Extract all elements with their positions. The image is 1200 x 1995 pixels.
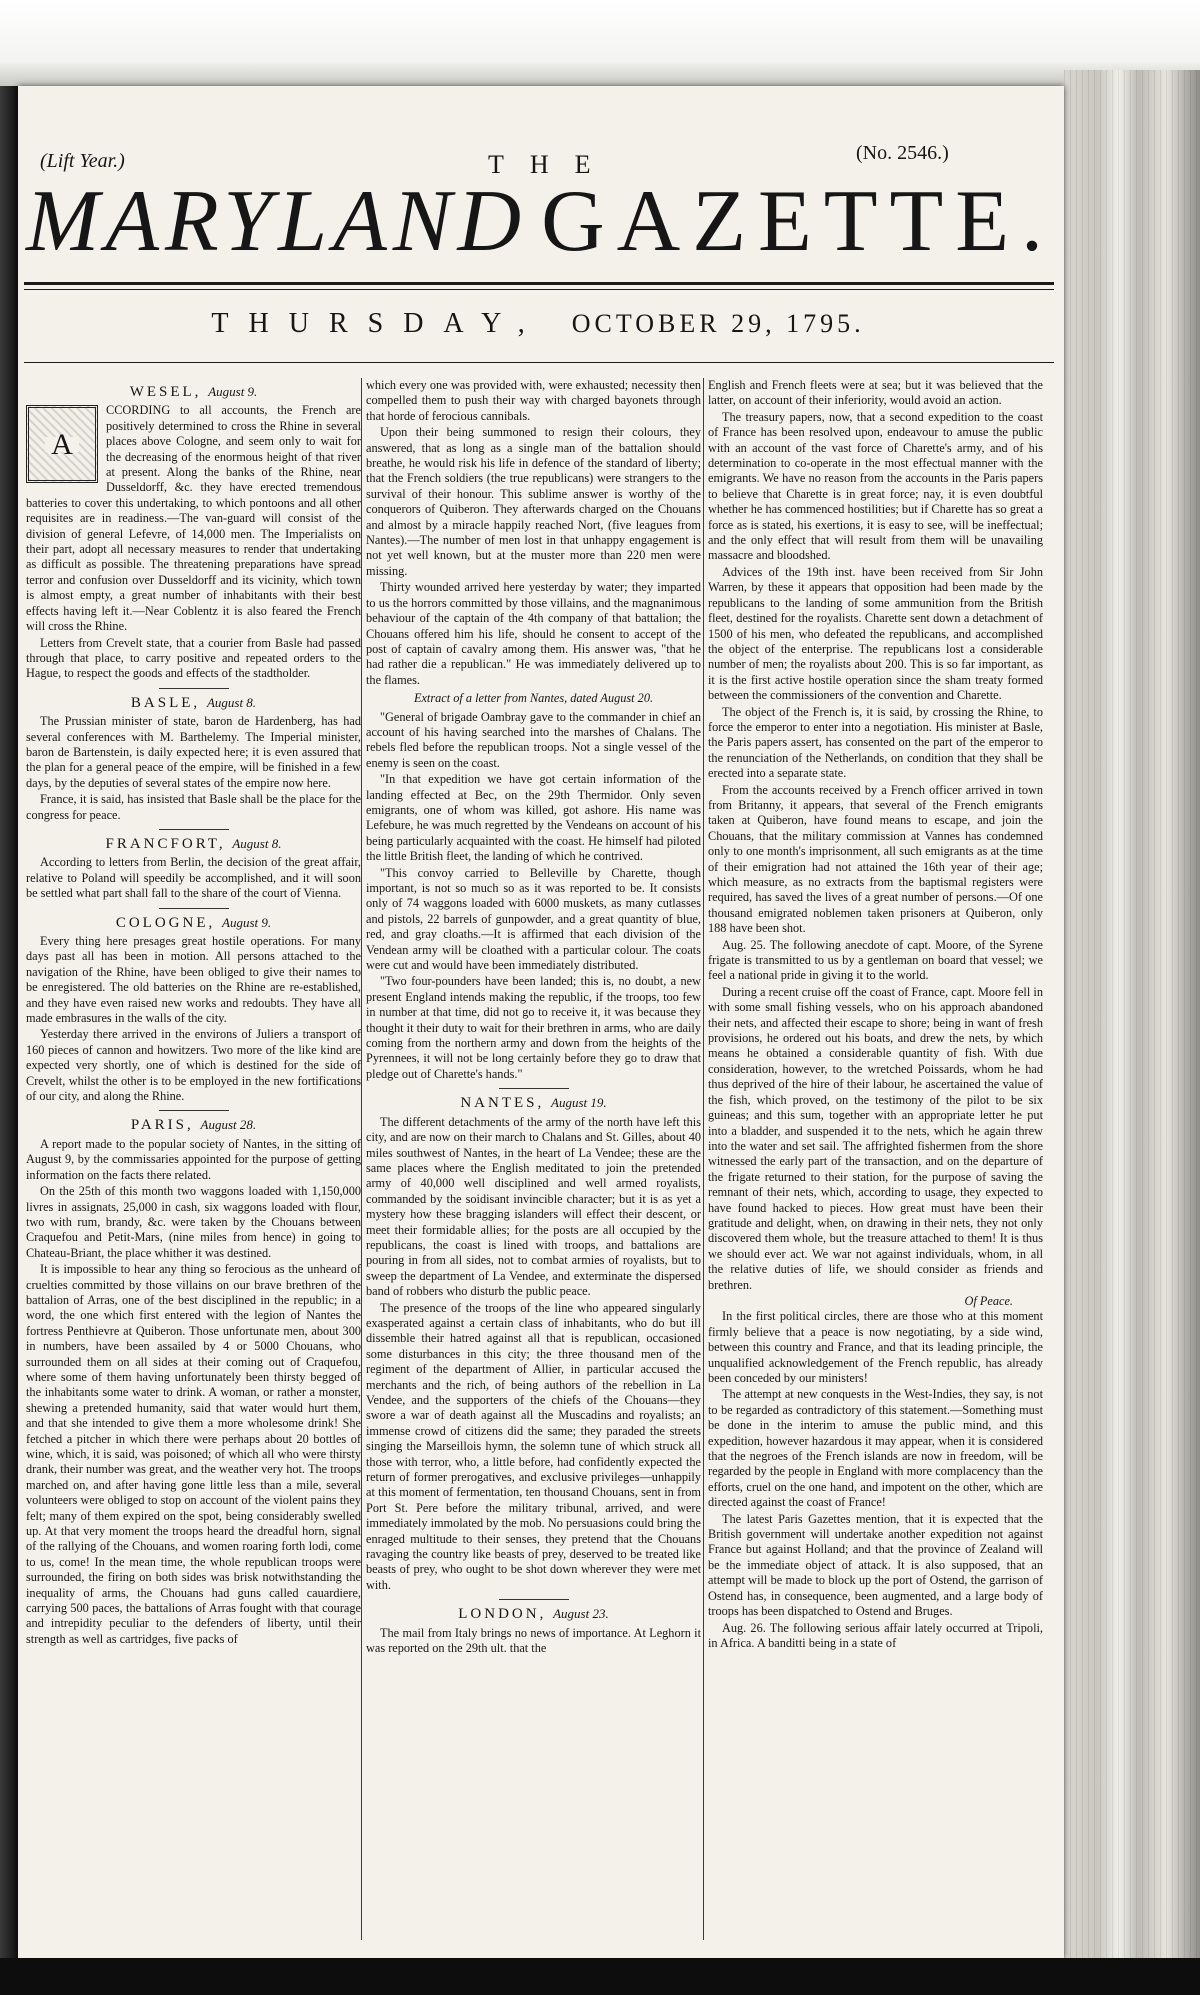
page-top-edge [0,0,1200,86]
newspaper-page [18,86,1064,1958]
article-paragraph: The object of the French is, it is said, by crossing the Rhine, to force the emperor to enter into a negotiation. His minister at Basle, the Paris papers assert, has consented on the part of the emperor to the renunciation of the Netherlands, on condition that they shall be erected into a separate state. [708,704,1043,781]
masthead-rule-thick [24,282,1054,285]
article-paragraph: The different detachments of the army of the north have left this city, and are now on their march to Chalans and St. Gilles, about 40 miles southwest of Nantes, in the heart of La Vendee; these are the same places where the English meditated to join the pretended army of 40,000 well disciplined and well armed royalists, commanded by the soidisant invincible character; but it is as yet a mystery how these bragging islanders will effect their descent, or meet their formidable allies; for the posts are all occupied by the republicans, the coast is lined with troops, and battalions are pouring in from all sides, not to combat armies of royalists, but to sweep the department of La Vendee, and exterminate the dispersed band of robbers who disturb the public peace. [366,1114,701,1299]
article-paragraph: In the first political circles, there are those who at this moment firmly believe that a peace is now negotiating, by a side wind, between this country and France, and that its leading principle, the unqualified acknowledgement of the French republic, has already been conceded by our ministers! [708,1309,1043,1385]
article-paragraph: "This convoy carried to Belleville by Charette, though important, is not so much so as it was reported to be. It consists only of 74 waggons loaded with 6000 muskets, as many cutlasses and pistols, 22 barrels of gunpowder, and a great quantity of blue, red, and gray cloaths.—It is affirmed that each division of the Vendean army will be cloathed with a particular colour. The coats were cut and would have been immediately distributed. [366,865,701,973]
article-paragraph: Letters from Crevelt state, that a courier from Basle had passed through that place, to carry positive and repeated orders to the Hague, to respect the goods and effects of the stadtholder. [26,635,361,681]
year-label: (Lift Year.) [40,150,125,172]
article-paragraph: The treasury papers, now, that a second expedition to the coast of France has been resolved upon, endeavour to amuse the public with an account of the vast force of Charette's army, and of his determination to co-operate in the most effectual manner with the emigrants. We have no reason from the accounts in the Paris papers to believe that Charette is in great force; nay, it is even doubtful whether he has commenced hostilities; but if Charette has so great a force as is stated, his exertions, it is easy to see, will be ineffectual; and the only effect that will result from them will be unavailing massacre and bloodshed. [708,409,1043,563]
section-separator [159,829,229,830]
dateline [18,308,1058,340]
the-word: THE [488,150,617,179]
article-paragraph: Thirty wounded arrived here yesterday by water; they imparted to us the horrors committed by those villains, and the magnanimous behaviour of the captain of the 4th company of that battalion; the Chouans offered him his life, should he consent to accept of the post of captain of cavalry among them. His answer was, "that he had rather die a republican." He was immediately delivered up to the flames. [366,580,701,687]
section-separator [499,1599,569,1600]
section-heading-basle: BASLE, August 8. [130,694,257,711]
column-divider-1 [361,378,362,1940]
article-paragraph: During a recent cruise off the coast of France, capt. Moore fell in with some small fishing vessels, who on his approach abandoned their nets, and affected their escape to shore; being in want of fresh provisions, he ordered out his boats, and drew the nets, by which means he obtained a considerable quantity of fish. With due consideration, however, to the wretched Poissards, whom he had thus deprived of the hire of their labour, he ascertained the value of the fish, which proved, on the testimony of the pilot to be six guineas; and this sum, together with an appropriate letter he put into a bladder, and suspended it to the nets, which he again threw into the water and set sail. The affrighted fishermen from the shore witnessed the early part of the transaction, and on the departure of the frigate returned to their station, for the purpose of saving the remnant of their nets, which, according to usage, they expected to have found hacked to pieces. How great must have been their gratitude and delight, when, on drawing in their nets, they not only discovered them whole, but the treasure attached to them! It is thus we should ever act. We war not against individuals, whom, in all the relative duties of life, we should consider as friends and brethren. [708,984,1043,1292]
article-paragraph: The latest Paris Gazettes mention, that it is expected that the British government will undertake another expedition not against France but against Holland; and that the province of Zealand will be the immediate object of attack. It is also supposed, that an attempt will be made to block up the port of Ostend, the garrison of Ostend has, in consequence, been augmented, and a large body of troops has been dispatched to Ostend and Bruges. [708,1511,1043,1619]
article-paragraph: English and French fleets were at sea; but it was believed that the latter, on account of their inferiority, would avoid an action. [708,378,1043,408]
section-heading-paris: PARIS, August 28. [130,1117,257,1134]
article-paragraph: The presence of the troops of the line who appeared singularly exasperated against a certain class of inhabitants, who do but ill dissemble their hatred against all that is republican, occasioned some disturbances in this city; the three thousand men of the regiment of the department of Allier, in particular accused the merchants and the rich, of being authors of the rebellion in La Vendee, and the supporters of the chiefs of the Chouans—they swore a war of death against all the Muscadins and royalists; an immense crowd of citizens did the same; they paraded the streets singing the Marseillois hymn, the solemn tune of which struck all those with terror, who, a little before, had confidently expected the return of former prerogatives, and exclusive privileges—unhappily at this moment of fermentation, ten thousand Chouans, sent in from Port St. Pere before the military tribunal, arrived, and were immediately immolated by the mob. No persuasions could bring the enraged multitude to their senses, they pretend that the Chouans ravaging the country like beasts of prey, deserved to be treated like beasts of prey, who ought to be shot down wherever they were met with. [366,1300,701,1592]
section-heading-wesel: WESEL, August 9. [129,384,258,400]
article-paragraph: "Two four-pounders have been landed; this is, no doubt, a new present England intends making the republic, if the troops, too few in number at that time, did not go to receive it, it was because they thought it their duty to wait for their brethren in arms, who are daily coming from the northern army and down from the heights of the Pyrennees, it will not be long certainly before they go to draw that pledge out of Charette's hands." [366,974,701,1081]
article-paragraph: According to letters from Berlin, the decision of the great affair, relative to Poland will speedily be accomplished, and it will soon be settled what part shall fall to the share of the court of Vienna. [26,855,361,901]
ornamental-initial: A [26,405,98,483]
column-3 [708,378,1043,1652]
title-gazette: GAZETTE. [541,173,1055,270]
masthead [18,86,1064,386]
article-paragraph: Upon their being summoned to resign their colours, they answered, that as long as a single man of the battalion should breathe, he would risk his life in defence of the standard of liberty; that the French soldiers (the true republicans) were strangers to the survival of their honour. This sublime answer is worthy of the conquerors of Quiberon. They afterwards charged on the Chouans and almost by a miracle happily reached Nort, (five leagues from Nantes).—The number of men lost in that unhappy engagement is not yet well known, but at the muster more than 220 men were missing. [366,425,701,578]
issue-date: OCTOBER 29, 1795. [571,309,865,338]
article-paragraph: The attempt at new conquests in the West-Indies, they say, is not to be regarded as contradictory of this statement.—Something must be done in the interim to amuse the public mind, and this expedition, however hazardous it may appear, when it is considered that the negroes of the French islands are now in freedom, will be regarded by the people in England with more complacency than the efforts, cruel on the one hand, and impotent on the other, which are directed against the coast of France! [708,1387,1043,1510]
section-heading-francfort: FRANCFORT, August 8. [105,835,282,852]
article-paragraph: Aug. 26. The following serious affair lately occurred at Tripoli, in Africa. A banditti being in a state of [708,1620,1043,1650]
binding-shadow [0,86,18,1958]
article-paragraph: Aug. 25. The following anecdote of capt. Moore, of the Syrene frigate is transmitted to us by a gentleman on board that vessel; we feel a national pride in giving it to the world. [708,937,1043,983]
extract-heading: Extract of a letter from Nantes, dated August 20. [413,691,654,706]
article-paragraph: On the 25th of this month two waggons loaded with 1,150,000 livres in assignats, 25,000 in cash, six waggons loaded with flour, two with rum, brandy, &c. were taken by the Chouans between Craquefou and Petit-Mars, (nine miles from hence) in going to Chateau-Briant, the place whither it was destined. [26,1184,361,1260]
wesel-article [26,403,361,635]
column-2 [366,378,701,1658]
article-paragraph: From the accounts received by a French officer arrived in town from Britanny, it appears, that several of the French emigrants taken at Quiberon, have found means to escape, and join the Chouans, that the military commission at Vannes has condemned only to one month's imprisonment, all such emigrants as at the time of their emigration had not attained the 16th year of their age; which measure, as no extracts from the baptismal registers were required, has saved the lives of a great number of persons.—Of one thousand emigrated noblemen taken prisoners at Quiberon, only 188 have been shot. [708,782,1043,936]
section-separator [159,688,229,689]
article-paragraph: Yesterday there arrived in the environs of Juliers a transport of 160 pieces of cannon and howitzers. Two more of the like kind are expected very shortly, one of which is destined for the side of Crevelt, whilst the other is to be employed in the new fortifications of our city, and along the Rhine. [26,1027,361,1104]
title-maryland: MARYLAND [26,173,528,270]
article-paragraph: which every one was provided with, were exhausted; necessity then compelled them to push their way with charged bayonets through that horde of ferocious cannibals. [366,378,701,423]
masthead-rule-thin [24,289,1054,290]
article-paragraph: "In that expedition we have got certain information of the landing effected at Bec, on the 29th Thermidor. Only seven emigrants, one of whom was killed, got ashore. His name was Lefebure, he was much regretted by the Vendeans on account of his being particularly acquainted with the coast. He himself had piloted the little British fleet, the landing of which he contrived. [366,772,701,864]
article-paragraph: Advices of the 19th inst. have been received from Sir John Warren, by these it appears that opposition had been made by the republicans to the landing of some ammunition from the British fleet, destined for the royalists. Charette sent down a detachment of 1500 of his men, who defeated the republicans, and accomplished the object of the enterprise. The republicans lost a considerable number of men; the royalists about 200. This is so far important, as it is the first active hostile operation since the sham treaty formed between the commissioners of the convention and Charette. [708,564,1043,703]
issue-number: (No. 2546.) [856,142,949,164]
section-heading-cologne: COLOGNE, August 9. [115,914,272,931]
article-paragraph: CCORDING to all accounts, the French are positively determined to cross the Rhine in several places above Cologne, and seem only to wait for the decreasing of the enormous height of that river at present. Along the banks of the Rhine, near Dusseldorff, &c. they have erected tremendous batteries to cover this undertaking, to which pontoons and all other requisites are in readiness.—The van-guard will consist of the division of general Lefevre, of 14,000 men. The Imperialists on their part, adopt all necessary measures to render that undertaking as difficult as possible. The threatening preparations have spread terror and confusion over Dusseldorff and its vicinity, which town is almost empty, a great number of inhabitants with their best effects having left it.—Near Coblentz it is also feared the French will cross the Rhine. [26,403,361,634]
book-spine [1064,70,1200,1975]
section-heading-nantes: NANTES, August 19. [460,1095,607,1112]
article-paragraph: Every thing here presages great hostile operations. For many days past all has been in motion. All persons attached to the navigation of the Rhine, have been obliged to give their names to be enregistered. The old batteries on the Rhine are re-established, and they have even raised new works and redoubts. They have all made embrasures in the walls of the city. [26,934,361,1026]
column-1 [26,378,361,1648]
column-divider-2 [703,378,704,1940]
weekday: THURSDAY, [211,308,545,339]
section-heading-london: LONDON, August 23. [458,1606,609,1623]
article-paragraph: The mail from Italy brings no news of importance. At Leghorn it was reported on the 29th ult. that the [366,1625,701,1656]
article-paragraph: It is impossible to hear any thing so ferocious as the unheard of cruelties committed by those villains on our brave brethren of the battalion of Arras, one of the best disciplined in the republic; in a word, the one which first entered with the legion of Nantes the fortress Penthievre at Quiberon. Those unfortunate men, about 300 in numbers, have been assailed by 4 or 5000 Chouans, who surrounded them on all sides at their coming out of Craquefou, where some of them having unfortunately been thirsty begged of the inhabitants some water to drink. A woman, or rather a monster, shewing a pretended humanity, said that water would hurt them, and that she intended to give them a more wholesome drink! She fetched a pitcher in which there were perhaps about 20 bottles of wine, which, it is said, was poisoned; of which all who were thirsty drank, their number was great, and the weather very hot. The troops marched on, and after having gone little less than a mile, several volunteers were obliged to stop on account of the violent pains they felt; many of them expired on the spot, being considerably swelled up. At that very moment the troops heard the dreadful horn, signal of the rallying of the Chouans, and women roaring forth lodi, come to us, come! In the mean time, the whole republican troops were surrounded, the firing on both sides was brisk notwithstanding the inequality of arms, the Chouans had guns called cauardiere, carrying 500 paces, the battalions of Arras fought with that courage and intrepidity peculiar to the defenders of liberty, until their strength as well as cartridges, five packs of [26,1262,361,1646]
newspaper-title [26,173,1056,270]
article-paragraph: The Prussian minister of state, baron de Hardenberg, has had several conferences with M. Barthelemy. The Imperial minister, baron de Bartenstein, is daily expected here; it is even assured that the plan for a general peace of the empire, will be finished in a few days, by the deputies of several states of the empire now here. [26,714,361,790]
page-bottom-edge [0,1958,1200,1995]
article-paragraph: "General of brigade Oambray gave to the commander in chief an account of his having searched into the marshes of Chalans. The rebels fled before the republican troops. Not a single vessel of the enemy is seen on the coast. [366,709,701,770]
section-separator [159,1110,229,1111]
section-separator [499,1088,569,1089]
section-separator [159,908,229,909]
subsection-heading-peace: Of Peace. [964,1293,1013,1308]
dateline-rule [24,362,1054,363]
article-paragraph: France, it is said, has insisted that Basle shall be the place for the congress for peace. [26,792,361,822]
article-paragraph: A report made to the popular society of Nantes, in the sitting of August 9, by the commissaries appointed for the purpose of getting information on the facts there related. [26,1136,361,1182]
